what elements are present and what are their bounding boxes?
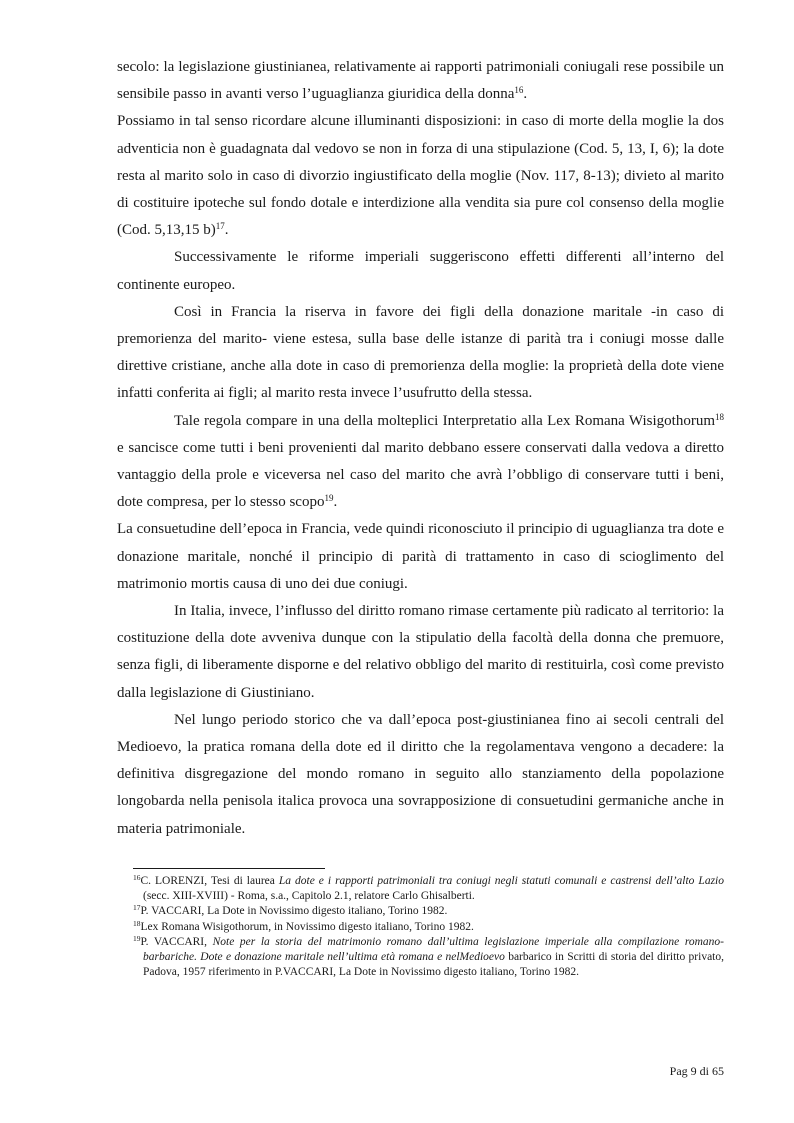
footnote-ref-19[interactable]: 19	[324, 493, 334, 504]
paragraph: Possiamo in tal senso ricordare alcune illuminanti disposizioni: in caso di morte della moglie la dos adventicia non è guadagnata dal vedovo se non in forza di una stipulazione (Cod. 5, 13, I, 6); la dote resta al marito solo in caso di divorzio ingiustificato della moglie (Nov. 117, 8-13); divieto al marito di costituire ipoteche sul fondo dotale e interdizione alla vendita sia pure col consenso della moglie (Cod. 5,13,15 b)$^{17}$.	[117, 113, 724, 239]
footnote-19: $^{19}$P. VACCARI, Note per la storia del matrimonio romano dall’ultima legislazione imperiale alla compilazione romano-barbariche. Dote e donazione maritale nell’ultima età romana e nelMedioevo barbarico in Scritti di storia del diritto privato, Padova, 1957 riferimento in P.VACCARI, La Dote in Novissimo digesto italiano, Torino 1982.	[133, 933, 725, 979]
paragraph: In Italia, invece, l’influsso del diritto romano rimase certamente più radicato al territorio: la costituzione della dote avveniva dunque con la stipulatio della facoltà della donna che premuore, senza figli, di liberamente disporne e del relativo obbligo del marito di restituirla, così come previsto dalla legislazione di Giustiniano.	[117, 603, 724, 701]
footnote-18: $^{18}$Lex Romana Wisigothorum, in Novissimo digesto italiano, Torino 1982.	[133, 918, 474, 933]
footnote-separator	[133, 868, 325, 869]
footnote-ref-16[interactable]: 16	[514, 85, 524, 96]
body-text	[117, 54, 724, 843]
footnotes	[133, 874, 724, 980]
footnote-ref-17[interactable]: 17	[215, 221, 225, 232]
paragraph: La consuetudine dell’epoca in Francia, vede quindi riconosciuto il principio di uguaglianza tra dote e donazione maritale, nonché il principio di parità di trattamento in caso di scioglimento del matrimonio mortis causa di uno dei due coniugi.	[117, 521, 724, 592]
page-number: Pag 9 di 65	[669, 1064, 724, 1078]
paragraph: secolo: la legislazione giustinianea, relativamente ai rapporti patrimoniali coniugali rese possibile un sensibile passo in avanti verso l’uguaglianza giuridica della donna$^{16}$.	[117, 59, 724, 103]
paragraph: Così in Francia la riserva in favore dei figli della donazione maritale -in caso di premorienza del marito- viene estesa, sulla base delle istanze di parità tra i coniugi mosse dalle direttive cristiane, anche alla dote in caso di premorienza della moglie: la proprietà della dote viene infatti conferita ai figli; al marito resta invece l’usufrutto della stessa.	[117, 303, 724, 402]
paragraph: Tale regola compare in una della molteplici Interpretatio alla Lex Romana Wisigothorum$^{18}$ e sancisce come tutti i beni provenienti dal marito debbano essere conservati dalla vedova a diretto vantaggio della prole e viceversa nel caso del marito che avrà l’obbligo di conservare tutti i beni, dote compresa, per lo stesso scopo$^{19}$.	[117, 411, 724, 511]
footnote-17: $^{17}$P. VACCARI, La Dote in Novissimo digesto italiano, Torino 1982.	[133, 903, 448, 918]
footnote-ref-18[interactable]: 18	[715, 411, 724, 422]
paragraph: Successivamente le riforme imperiali suggeriscono effetti differenti all’interno del continente europeo.	[117, 249, 724, 293]
footnote-16: $^{16}$C. LORENZI, Tesi di laurea La dote e i rapporti patrimoniali tra coniugi negli statuti comunali e castrensi dell’alto Lazio (secc. XIII-XVIII) - Roma, s.a., Capitolo 2.1, relatore Carlo Ghisalberti.	[133, 873, 724, 903]
paragraph: Nel lungo periodo storico che va dall’epoca post-giustinianea fino ai secoli centrali del Medioevo, la pratica romana della dote ed il diritto che la regolamentava vengono a decadere: la definitiva disgregazione del mondo romano in seguito allo stanziamento della popolazione longobarda nella penisola italica provoca una sovrapposizione di consuetudini germaniche anche in materia patrimoniale.	[117, 711, 724, 837]
